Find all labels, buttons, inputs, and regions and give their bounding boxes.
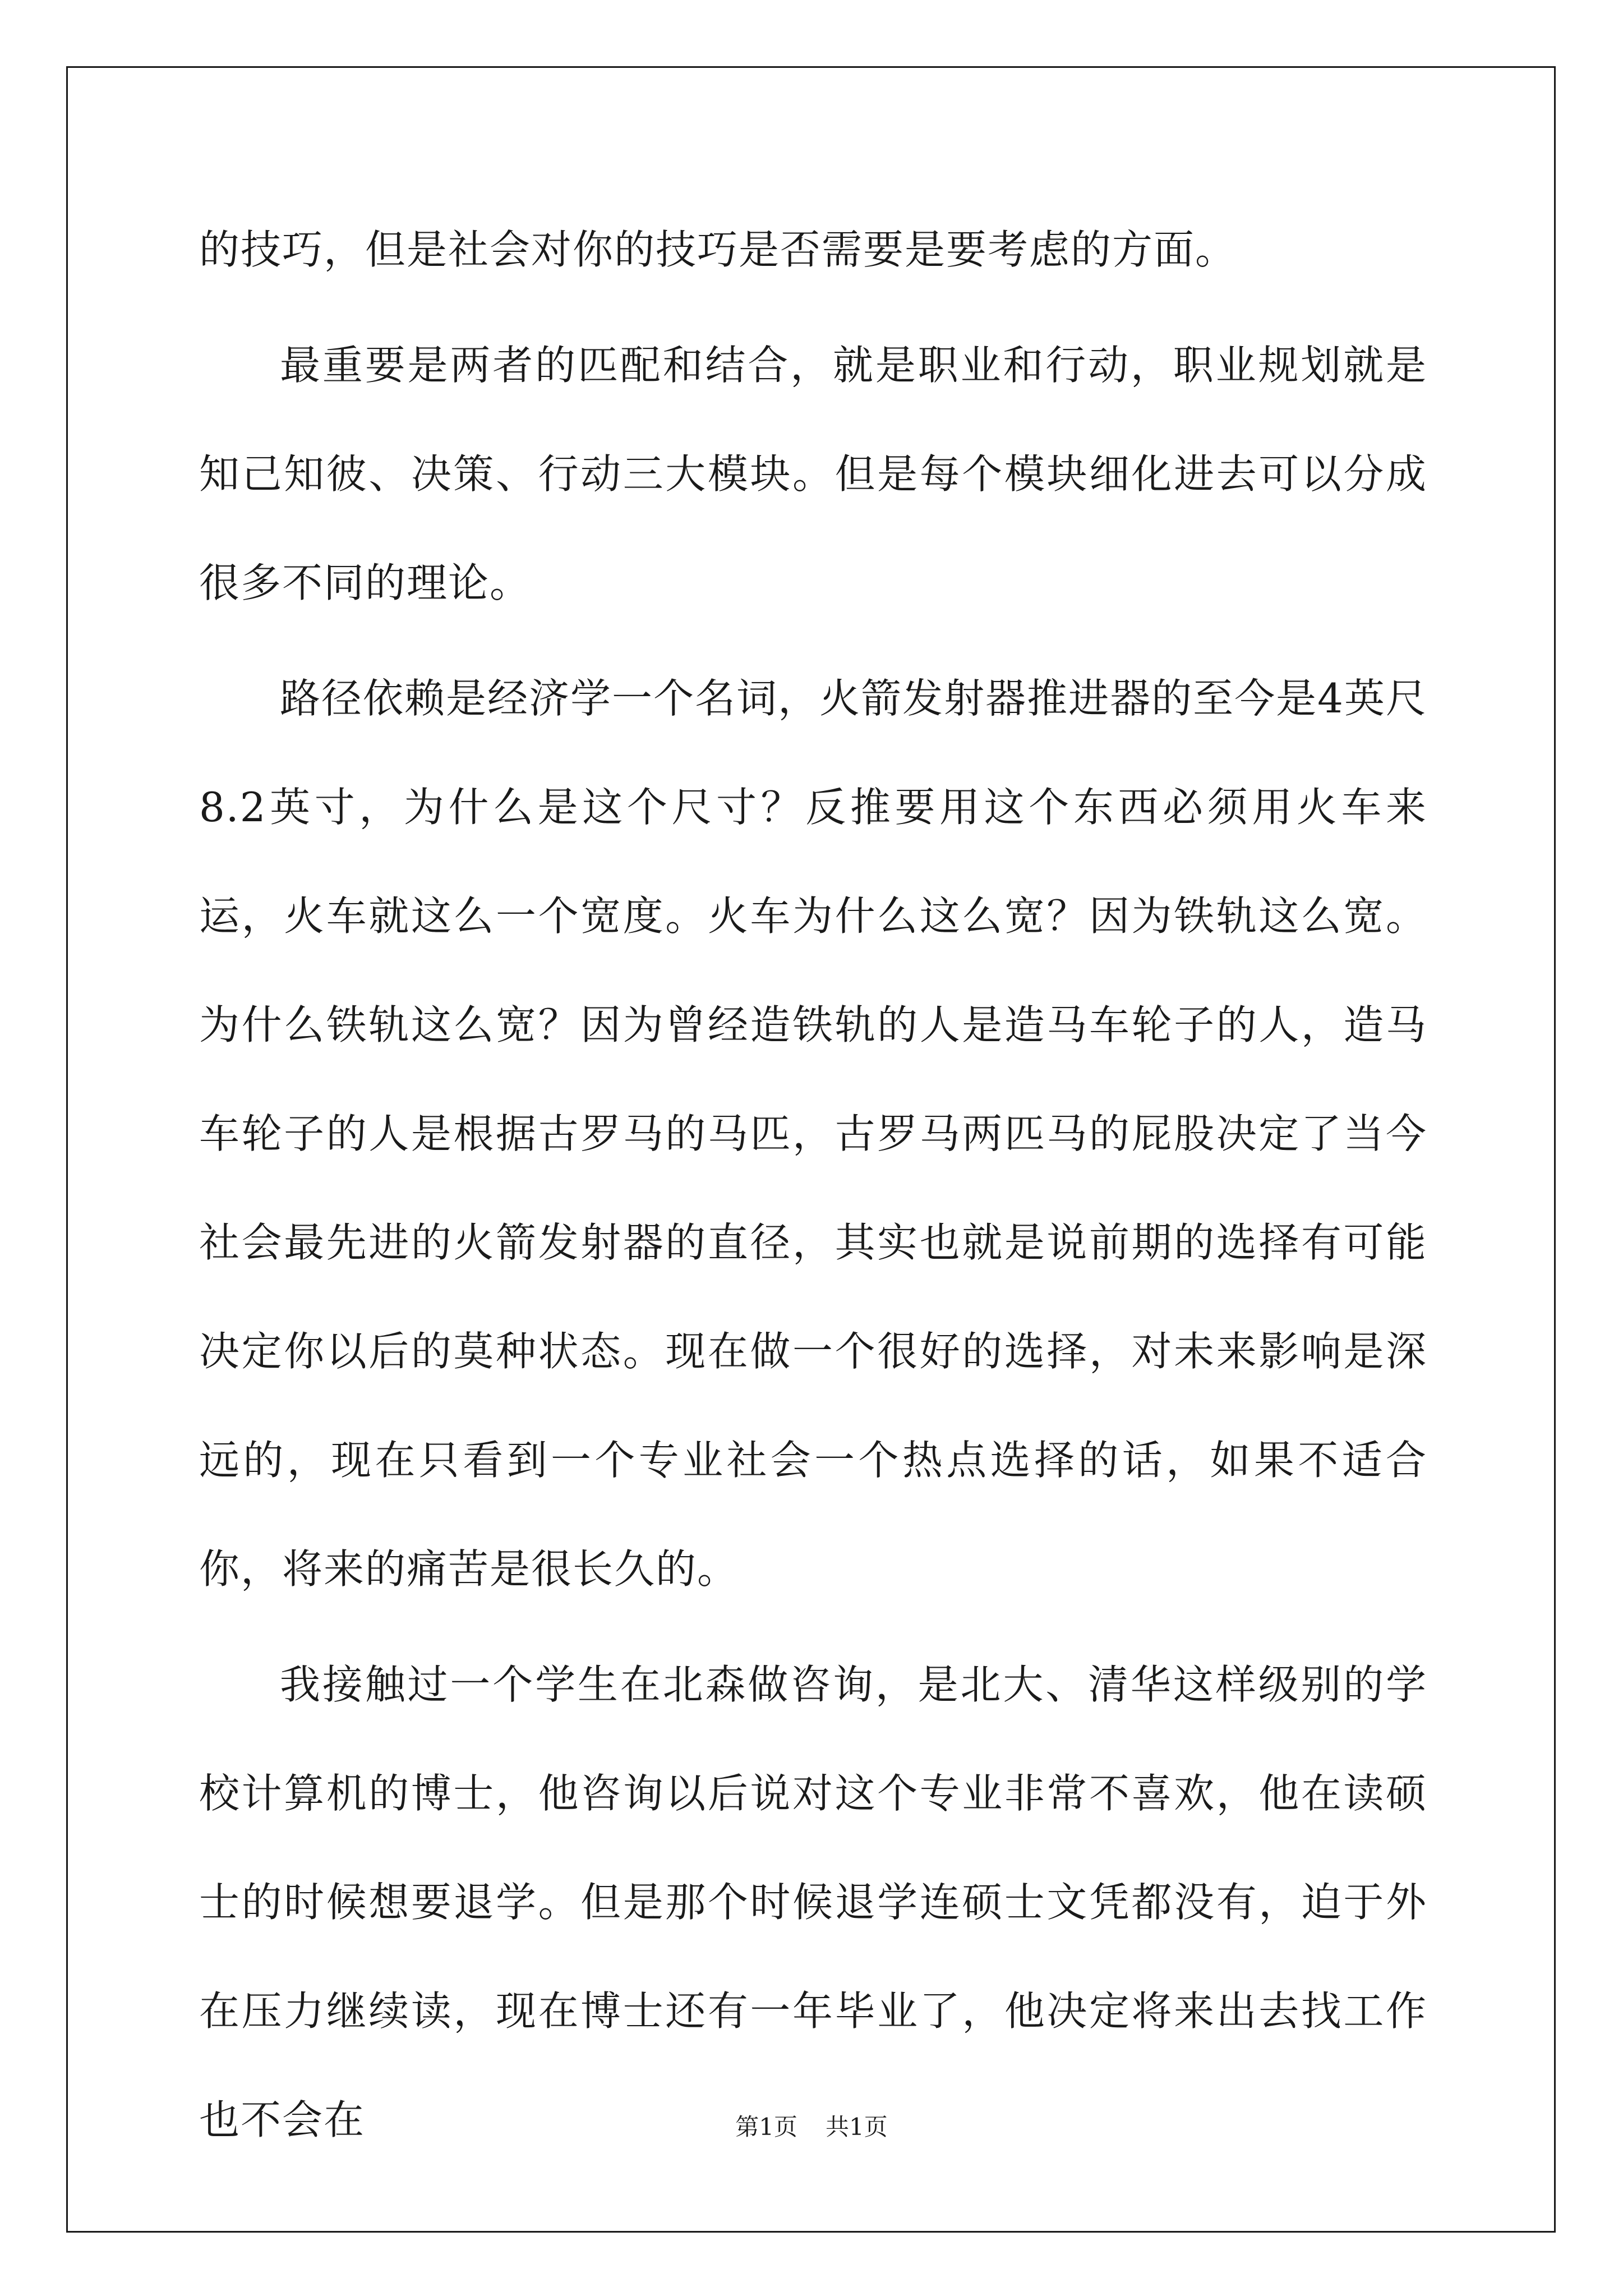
paragraph: 路径依赖是经济学一个名词，火箭发射器推进器的至今是4英尺8.2英寸，为什么是这个尺寸？反推要用这个东西必须用火车来运，火车就这么一个宽度。火车为什么这么宽？因为铁轨这么宽。为什么铁轨这么宽？因为曾经造铁轨的人是造马车轮子的人，造马车轮子的人是根据古罗马的马匹，古罗马两匹马的屁股决定了当今社会最先进的火箭发射器的直径，其实也就是说前期的选择有可能决定你以后的莫种状态。现在做一个很好的选择，对未来影响是深远的，现在只看到一个专业社会一个热点选择的话，如果不适合你，将来的痛苦是很长久的。 [199, 675, 1427, 1593]
page-number: 第1页 [735, 2113, 797, 2141]
paragraph: 的技巧，但是社会对你的技巧是否需要是要考虑的方面。 [199, 226, 1237, 273]
page-footer [0, 2110, 1623, 2144]
paragraph: 最重要是两者的匹配和结合，就是职业和行动，职业规划就是知己知彼、决策、行动三大模块。但是每个模块细化进去可以分成很多不同的理论。 [199, 342, 1427, 606]
paragraph: 我接触过一个学生在北森做咨询，是北大、清华这样级别的学校计算机的博士，他咨询以后说对这个专业非常不喜欢，他在读硕士的时候想要退学。但是那个时候退学连硕士文凭都没有，迫于外在压力继续读，现在博士还有一年毕业了，他决定将来出去找工作也不会在 [199, 1661, 1427, 2143]
document-body [199, 195, 1427, 2181]
page-total: 共1页 [826, 2113, 888, 2141]
